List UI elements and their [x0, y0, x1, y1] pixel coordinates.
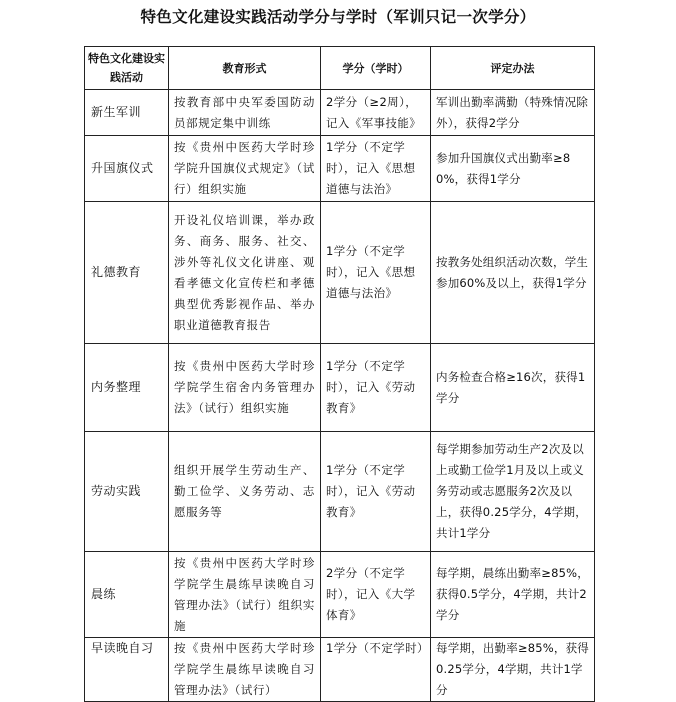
evaluation-cell: 内务检查合格≥16次，获得1学分 [431, 344, 595, 432]
credit-table [84, 46, 595, 702]
header-activity: 特色文化建设实践活动 [85, 47, 169, 90]
education-form-cell: 按《贵州中医药大学时珍学院学生晨练早读晚自习管理办法》（试行） [169, 638, 321, 702]
evaluation-cell: 每学期参加劳动生产2次及以上或勤工俭学1月及以上或义务劳动或志愿服务2次及以上，获得0.25学分，4学期，共计1学分 [431, 432, 595, 552]
credit-cell: 1学分（不定学时），记入《思想道德与法治》 [321, 136, 431, 202]
activity-cell: 内务整理 [85, 344, 169, 432]
header-evaluation-method: 评定办法 [431, 47, 595, 90]
evaluation-cell: 按教务处组织活动次数，学生参加60%及以上，获得1学分 [431, 202, 595, 344]
education-form-cell: 按教育部中央军委国防动员部规定集中训练 [169, 90, 321, 136]
evaluation-cell: 每学期，出勤率≥85%，获得0.25学分，4学期，共计1学分 [431, 638, 595, 702]
education-form-cell: 组织开展学生劳动生产、勤工俭学、义务劳动、志愿服务等 [169, 432, 321, 552]
table-row [85, 638, 595, 702]
activity-cell: 新生军训 [85, 90, 169, 136]
education-form-cell: 开设礼仪培训课，举办政务、商务、服务、社交、涉外等礼仪文化讲座、观看孝德文化宣传栏和孝德典型优秀影视作品、举办职业道德教育报告 [169, 202, 321, 344]
activity-cell: 晨练 [85, 552, 169, 638]
evaluation-cell: 参加升国旗仪式出勤率≥80%，获得1学分 [431, 136, 595, 202]
table-row [85, 202, 595, 344]
table-row [85, 344, 595, 432]
credit-cell: 1学分（不定学时），记入《劳动教育》 [321, 432, 431, 552]
table-row [85, 432, 595, 552]
evaluation-cell: 军训出勤率满勤（特殊情况除外），获得2学分 [431, 90, 595, 136]
document-title: 特色文化建设实践活动学分与学时（军训只记一次学分） [140, 8, 536, 26]
activity-cell: 礼德教育 [85, 202, 169, 344]
activity-cell: 早读晚自习 [85, 638, 169, 702]
header-education-form: 教育形式 [169, 47, 321, 90]
credit-cell: 1学分（不定学时），记入《思想道德与法治》 [321, 202, 431, 344]
education-form-cell: 按《贵州中医药大学时珍学院升国旗仪式规定》（试行）组织实施 [169, 136, 321, 202]
credit-cell: 1学分（不定学时） [321, 638, 431, 702]
table-row [85, 552, 595, 638]
activity-cell: 升国旗仪式 [85, 136, 169, 202]
evaluation-cell: 每学期，晨练出勤率≥85%，获得0.5学分，4学期，共计2学分 [431, 552, 595, 638]
credit-cell: 2学分（≥2周），记入《军事技能》 [321, 90, 431, 136]
credit-cell: 2学分（不定学时），记入《大学体育》 [321, 552, 431, 638]
table-row [85, 136, 595, 202]
table-row [85, 90, 595, 136]
credit-cell: 1学分（不定学时），记入《劳动教育》 [321, 344, 431, 432]
education-form-cell: 按《贵州中医药大学时珍学院学生宿舍内务管理办法》（试行）组织实施 [169, 344, 321, 432]
table-header-row [85, 47, 595, 90]
header-credit-hours: 学分（学时） [321, 47, 431, 90]
education-form-cell: 按《贵州中医药大学时珍学院学生晨练早读晚自习管理办法》（试行）组织实施 [169, 552, 321, 638]
activity-cell: 劳动实践 [85, 432, 169, 552]
